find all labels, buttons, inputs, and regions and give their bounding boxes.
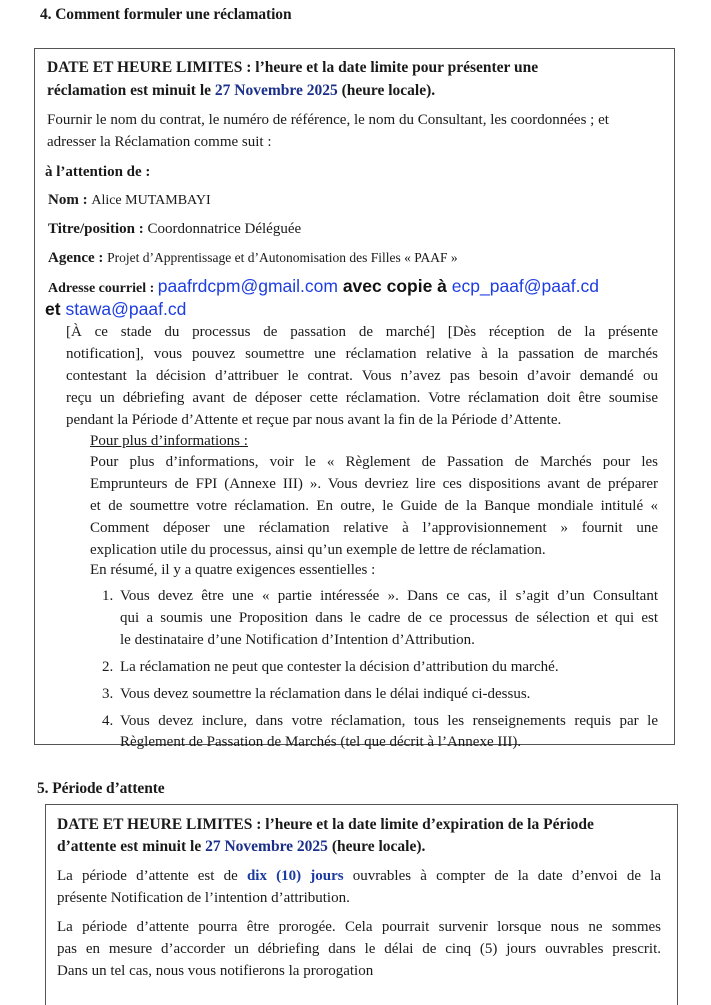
list-item-line: Règlement de Passation de Marchés (tel que décrit à l’Annexe III).: [120, 734, 522, 750]
deadline-date: 27 Novembre 2025: [205, 838, 328, 855]
waiting-period-line-1: [57, 866, 661, 886]
nom-value: Alice MUTAMBAYI: [91, 193, 211, 208]
more-info-line: et de soumettre votre réclamation. En outre, le Guide de la Banque mondiale intitulé «: [90, 498, 658, 514]
extension-line: La période d’attente pourra être prorogée. Cela pourrait survenir lorsque nous ne sommes: [57, 919, 661, 935]
agence-row: [48, 248, 458, 268]
email-copy-1-link[interactable]: ecp_paaf@paaf.cd: [451, 276, 599, 296]
para1-line: pendant la Période d’Attente et reçue par nous avant la fin de la Période d’Attente.: [66, 412, 562, 428]
section-4-heading: 4. Comment formuler une réclamation: [40, 6, 292, 23]
deadline-label: DATE ET HEURE LIMITES :: [47, 59, 256, 76]
list-number: 2.: [102, 659, 114, 675]
waiting-text: ouvrables à compter de la date d’envoi de la: [343, 868, 661, 884]
para1-line: [À ce stade du processus de passation de marché] [Dès réception de la présente: [66, 324, 658, 340]
list-item-line: Vous devez inclure, dans votre réclamation, tous les renseignements requis par le: [120, 713, 658, 729]
agence-label: Agence :: [48, 250, 108, 266]
list-number: 1.: [102, 588, 114, 604]
more-info-line: Emprunteurs de FPI (Annexe III) ». Vous devriez lire ces dispositions avant de préparer: [90, 476, 658, 492]
intro-line-1: Fournir le nom du contrat, le numéro de référence, le nom du Consultant, les coordonnées ; et: [47, 112, 609, 128]
more-info-line: Comment déposer une réclamation relative à l’approvisionnement » fournit une: [90, 520, 658, 536]
email-row-2: [45, 299, 186, 321]
agence-value: Projet d’Apprentissage et d’Autonomisation des Filles « PAAF »: [107, 250, 458, 265]
deadline-text: d’attente est minuit le: [57, 838, 206, 855]
section-5-deadline-line-1: [57, 815, 594, 835]
deadline-date: 27 Novembre 2025: [214, 82, 338, 99]
list-item-line: La réclamation ne peut que contester la décision d’attribution du marché.: [120, 659, 559, 675]
section-5-deadline-line-2: [57, 837, 425, 857]
attention-label: à l’attention de :: [45, 164, 151, 180]
deadline-label: DATE ET HEURE LIMITES :: [57, 816, 266, 833]
list-item-line: qui a soumis une Proposition dans le cadre de ce processus de sélection et qui est: [120, 610, 658, 626]
list-item-line: Vous devez être une « partie intéressée ». Dans ce cas, il s’agit d’un Consultant: [120, 588, 658, 604]
email-and: et: [45, 299, 66, 319]
deadline-text: l’heure et la date limite d’expiration de la Période: [265, 816, 594, 833]
more-info-line: explication utile du processus, ainsi qu’un exemple de lettre de réclamation.: [90, 542, 546, 558]
email-label: Adresse courriel :: [48, 281, 158, 296]
summary-intro: En résumé, il y a quatre exigences essentielles :: [90, 562, 376, 578]
nom-label: Nom :: [48, 192, 92, 208]
titre-row: [48, 219, 301, 239]
para1-line: notification], vous pouvez soumettre une réclamation relative à la passation de marchés: [66, 346, 658, 362]
more-info-heading: Pour plus d’informations :: [90, 433, 248, 449]
list-number: 3.: [102, 686, 114, 702]
extension-line: pas en mesure d’accorder un débriefing dans le délai de cinq (5) jours ouvrables prescrit.: [57, 941, 661, 957]
section-4-deadline-line-2: [47, 81, 435, 101]
list-item-line: le destinataire d’une Notification d’Intention d’Attribution.: [120, 632, 475, 648]
deadline-text: l’heure et la date limite pour présenter une: [255, 59, 539, 76]
section-4-deadline-line-1: [47, 58, 538, 78]
nom-row: [48, 190, 211, 211]
deadline-text: (heure locale).: [337, 82, 436, 99]
para1-line: contestant la décision d’attribuer le contrat. Vous n’avez pas besoin d’avoir demandé ou: [66, 368, 658, 384]
titre-label: Titre/position :: [48, 221, 148, 237]
extension-line: Dans un tel cas, nous vous notifierons la prorogation: [57, 963, 374, 979]
email-row: [48, 276, 599, 299]
section-5-heading: 5. Période d’attente: [37, 780, 165, 797]
list-item-line: Vous devez soumettre la réclamation dans le délai indiqué ci-dessus.: [120, 686, 531, 702]
email-copy-2-link[interactable]: stawa@paaf.cd: [65, 299, 187, 319]
titre-value: Coordonnatrice Déléguée: [147, 221, 302, 237]
deadline-text: (heure locale).: [327, 838, 426, 855]
deadline-text: réclamation est minuit le: [47, 82, 215, 99]
waiting-text: La période d’attente est de: [57, 868, 247, 884]
email-copy-text: avec copie à: [337, 276, 452, 296]
list-number: 4.: [102, 713, 114, 729]
para1-line: reçu un débriefing avant de déposer cette réclamation. Votre réclamation doit être soumise: [66, 390, 658, 406]
waiting-days: dix (10) jours: [246, 868, 344, 884]
email-primary-link[interactable]: paafrdcpm@gmail.com: [157, 276, 338, 296]
waiting-period-line-2: présente Notification de l’intention d’attribution.: [57, 890, 350, 906]
more-info-line: Pour plus d’informations, voir le « Règlement de Passation de Marchés pour les: [90, 454, 658, 470]
intro-line-2: adresser la Réclamation comme suit :: [47, 134, 272, 150]
